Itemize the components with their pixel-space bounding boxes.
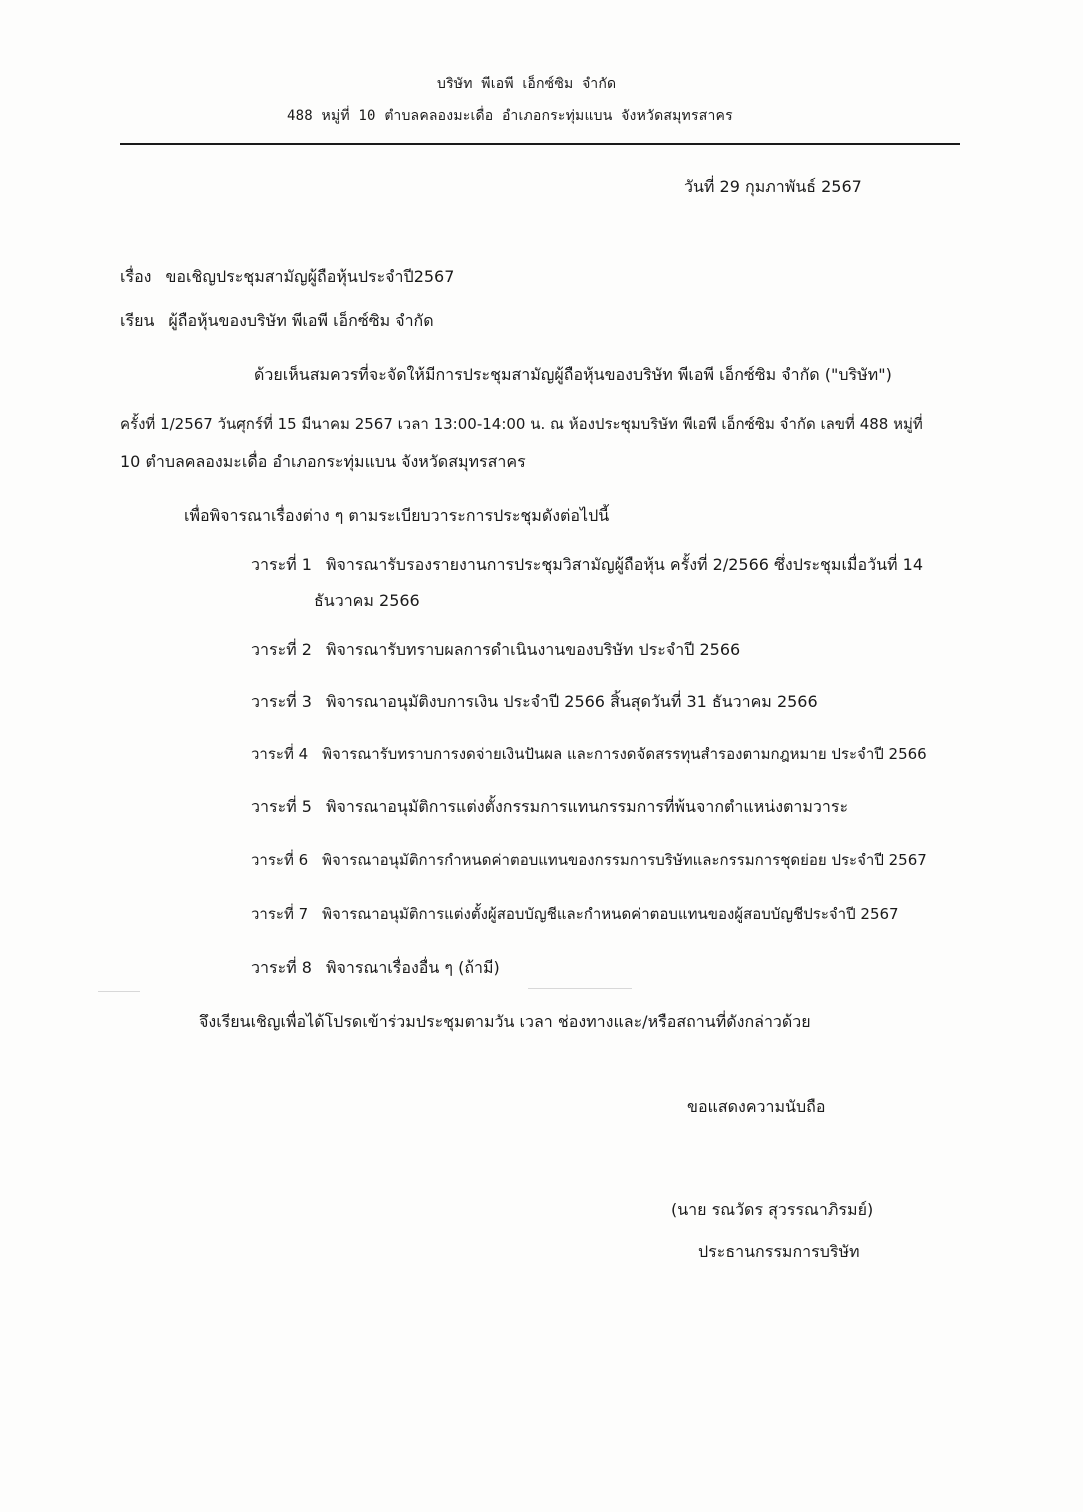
header-divider <box>120 143 960 145</box>
subject-line <box>120 266 454 288</box>
agenda-item-8-text: พิจารณาเรื่องอื่น ๆ (ถ้ามี) <box>325 958 500 977</box>
recipient-label: เรียน <box>120 311 155 330</box>
scan-mark <box>98 991 140 992</box>
agenda-item-8-label: วาระที่ 8 <box>251 958 312 977</box>
company-address: 488 หมู่ที่ 10 ตำบลคลองมะเดื่อ อำเภอกระทุ่มแบน จังหวัดสมุทรสาคร <box>287 108 733 124</box>
agenda-item-3-label: วาระที่ 3 <box>251 692 312 711</box>
body-paragraph-line-1: ด้วยเห็นสมควรที่จะจัดให้มีการประชุมสามัญผู้ถือหุ้นของบริษัท พีเอพี เอ็กซ์ซิม จำกัด ("บริษัท") <box>254 365 892 384</box>
agenda-item-7-label: วาระที่ 7 <box>251 905 309 923</box>
agenda-item-6 <box>251 849 927 871</box>
subject-label: เรื่อง <box>120 267 152 286</box>
agenda-item-6-label: วาระที่ 6 <box>251 851 309 869</box>
closing-invitation: จึงเรียนเชิญเพื่อได้โปรดเข้าร่วมประชุมตามวัน เวลา ช่องทางและ/หรือสถานที่ดังกล่าวด้วย <box>199 1012 811 1031</box>
agenda-item-2 <box>251 639 740 661</box>
agenda-item-1-label: วาระที่ 1 <box>251 555 312 574</box>
signatory-name: (นาย รณวัดร สุวรรณาภิรมย์) <box>671 1200 874 1219</box>
agenda-item-2-label: วาระที่ 2 <box>251 640 312 659</box>
agenda-item-4 <box>251 743 927 765</box>
agenda-item-8 <box>251 957 500 979</box>
recipient-line <box>120 310 434 332</box>
agenda-item-6-text: พิจารณาอนุมัติการกำหนดค่าตอบแทนของกรรมการบริษัทและกรรมการชุดย่อย ประจำปี 2567 <box>322 851 927 869</box>
agenda-item-5-text: พิจารณาอนุมัติการแต่งตั้งกรรมการแทนกรรมการที่พ้นจากตำแหน่งตามวาระ <box>325 797 849 816</box>
body-paragraph-line-3: 10 ตำบลคลองมะเดื่อ อำเภอกระทุ่มแบน จังหวัดสมุทรสาคร <box>120 452 526 471</box>
agenda-intro: เพื่อพิจารณาเรื่องต่าง ๆ ตามระเบียบวาระการประชุมดังต่อไปนี้ <box>184 506 610 525</box>
agenda-item-5 <box>251 796 848 818</box>
agenda-item-3 <box>251 691 818 713</box>
agenda-item-2-text: พิจารณารับทราบผลการดำเนินงานของบริษัท ประจำปี 2566 <box>325 640 741 659</box>
agenda-item-4-label: วาระที่ 4 <box>251 745 309 763</box>
agenda-item-1-continuation: ธันวาคม 2566 <box>314 591 420 610</box>
closing-regards: ขอแสดงความนับถือ <box>687 1097 826 1116</box>
agenda-item-3-text: พิจารณาอนุมัติงบการเงิน ประจำปี 2566 สิ้นสุดวันที่ 31 ธันวาคม 2566 <box>325 692 818 711</box>
agenda-item-5-label: วาระที่ 5 <box>251 797 312 816</box>
agenda-item-1-text: พิจารณารับรองรายงานการประชุมวิสามัญผู้ถือหุ้น ครั้งที่ 2/2566 ซึ่งประชุมเมื่อวันที่ 14 <box>325 555 923 574</box>
scan-mark <box>528 988 632 989</box>
signatory-title: ประธานกรรมการบริษัท <box>698 1242 860 1261</box>
agenda-item-7 <box>251 903 899 925</box>
company-name: บริษัท พีเอพี เอ็กซ์ซิม จำกัด <box>437 76 617 92</box>
body-paragraph-line-2: ครั้งที่ 1/2567 วันศุกร์ที่ 15 มีนาคม 2567 เวลา 13:00-14:00 น. ณ ห้องประชุมบริษัท พีเอพี เอ็กซ์ซิม จำกัด เลขที่ 488 หมู่ที่ <box>120 415 923 433</box>
subject-text: ขอเชิญประชุมสามัญผู้ถือหุ้นประจำปี2567 <box>165 267 455 286</box>
recipient-text: ผู้ถือหุ้นของบริษัท พีเอพี เอ็กซ์ซิม จำกัด <box>168 311 434 330</box>
agenda-item-7-text: พิจารณาอนุมัติการแต่งตั้งผู้สอบบัญชีและกำหนดค่าตอบแทนของผู้สอบบัญชีประจำปี 2567 <box>322 905 899 923</box>
letter-date: วันที่ 29 กุมภาพันธ์ 2567 <box>684 177 862 196</box>
agenda-item-4-text: พิจารณารับทราบการงดจ่ายเงินปันผล และการงดจัดสรรทุนสำรองตามกฎหมาย ประจำปี 2566 <box>322 745 927 763</box>
agenda-item-1 <box>251 554 923 576</box>
